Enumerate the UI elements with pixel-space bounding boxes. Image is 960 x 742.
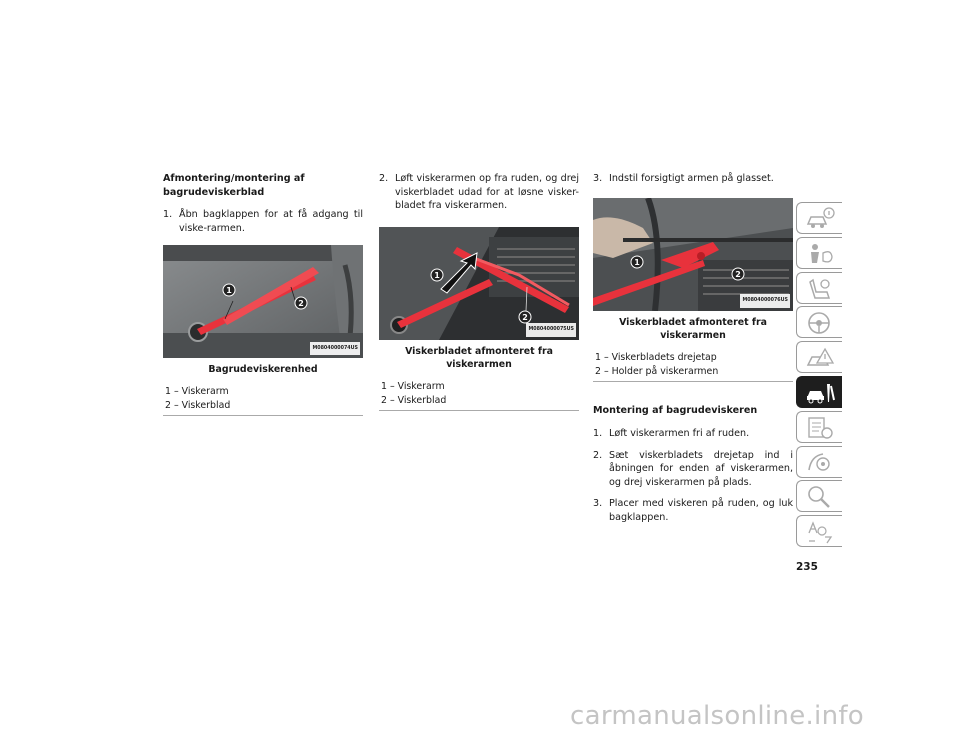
safety-airbag-icon [805,241,835,267]
steering-wheel-icon [805,310,835,336]
legend-item: 1 – Viskerarm [165,385,229,397]
driver-seat-icon [805,276,835,302]
page-number: 235 [796,561,818,573]
section-heading: Afmontering/montering af bagrudeviskerblad [163,173,305,198]
figure-code: M0804000074US [310,342,360,356]
tab-car-info[interactable] [796,202,842,234]
callout-2-label: 2 [735,269,741,279]
column-1 [163,172,363,416]
step-number: 3. [593,498,603,509]
callout-2-label: 2 [298,299,304,308]
callout-2-label: 2 [522,312,528,322]
step-text: Placer med viskeren på ruden, og luk bagklappen. [609,498,793,523]
figure-code: M0804000075US [526,323,576,337]
figure-caption: Bagrudeviskerenhed [208,364,318,375]
step-item [593,172,793,186]
index-search-icon [805,484,835,510]
step-number: 1. [163,209,173,220]
tab-language[interactable] [796,515,842,547]
warning-triangle-car-icon [805,345,835,371]
step-item [163,208,363,235]
legend-item: 2 – Holder på viskerarmen [595,365,719,377]
step-text: Indstil forsigtigt armen på glasset. [609,173,774,184]
maintenance-schedule-icon [805,415,835,441]
step-number: 2. [379,173,389,184]
chapter-tabs [796,202,842,550]
figure-code: M0804000076US [740,294,790,308]
technical-specs-icon [805,450,835,476]
step-item [593,449,793,490]
step-item [379,172,579,213]
tab-safety[interactable] [796,237,842,269]
tab-maintenance[interactable] [796,411,842,443]
callout-1-label: 1 [634,257,640,267]
figure-blade-removed [379,227,579,340]
figure-caption: Viskerbladet afmonteret fra viskerarmen [619,316,767,341]
figure-legend [379,380,579,411]
step-item [593,497,793,524]
tab-technical-specs[interactable] [796,446,842,478]
language-icon [805,519,835,545]
step-text: Løft viskerarmen fri af ruden. [609,428,750,439]
figure-caption: Viskerbladet afmonteret fra viskerarmen [405,345,553,370]
step-number: 1. [593,428,603,439]
step-text: Åbn bagklappen for at få adgang til viske-rarmen. [179,209,363,234]
callout-1-label: 1 [434,270,440,280]
callout-1-label: 1 [226,286,232,295]
legend-item: 2 – Viskerblad [165,399,231,411]
tab-driver-seat[interactable] [796,272,842,304]
tab-steering[interactable] [796,306,842,338]
figure-rear-wiper-assembly [163,245,363,358]
car-service-tools-icon [805,380,835,406]
step-item [593,427,793,441]
tab-servicing[interactable] [796,376,842,408]
car-info-icon [805,206,835,232]
step-number: 3. [593,173,603,184]
section-subheading: Montering af bagrudeviskeren [593,404,758,416]
tab-emergency[interactable] [796,341,842,373]
figure-legend [593,351,793,382]
legend-item: 2 – Viskerblad [381,394,447,406]
figure-pivot-holder [593,198,793,311]
watermark: carmanualsonline.info [570,701,865,731]
column-2 [379,172,579,411]
legend-item: 1 – Viskerarm [381,380,445,392]
figure-legend [163,385,363,416]
step-text: Løft viskerarmen op fra ruden, og drej viskerbladet udad for at løsne visker-bladet fra viskerarmen. [395,173,579,211]
step-number: 2. [593,449,603,461]
legend-item: 1 – Viskerbladets drejetap [595,351,717,363]
step-text: Sæt viskerbladets drejetap ind i åbningen for enden af viskerarmen, og drej viskerarmen på plads. [609,449,793,488]
column-3 [593,172,793,532]
tab-index[interactable] [796,480,842,512]
